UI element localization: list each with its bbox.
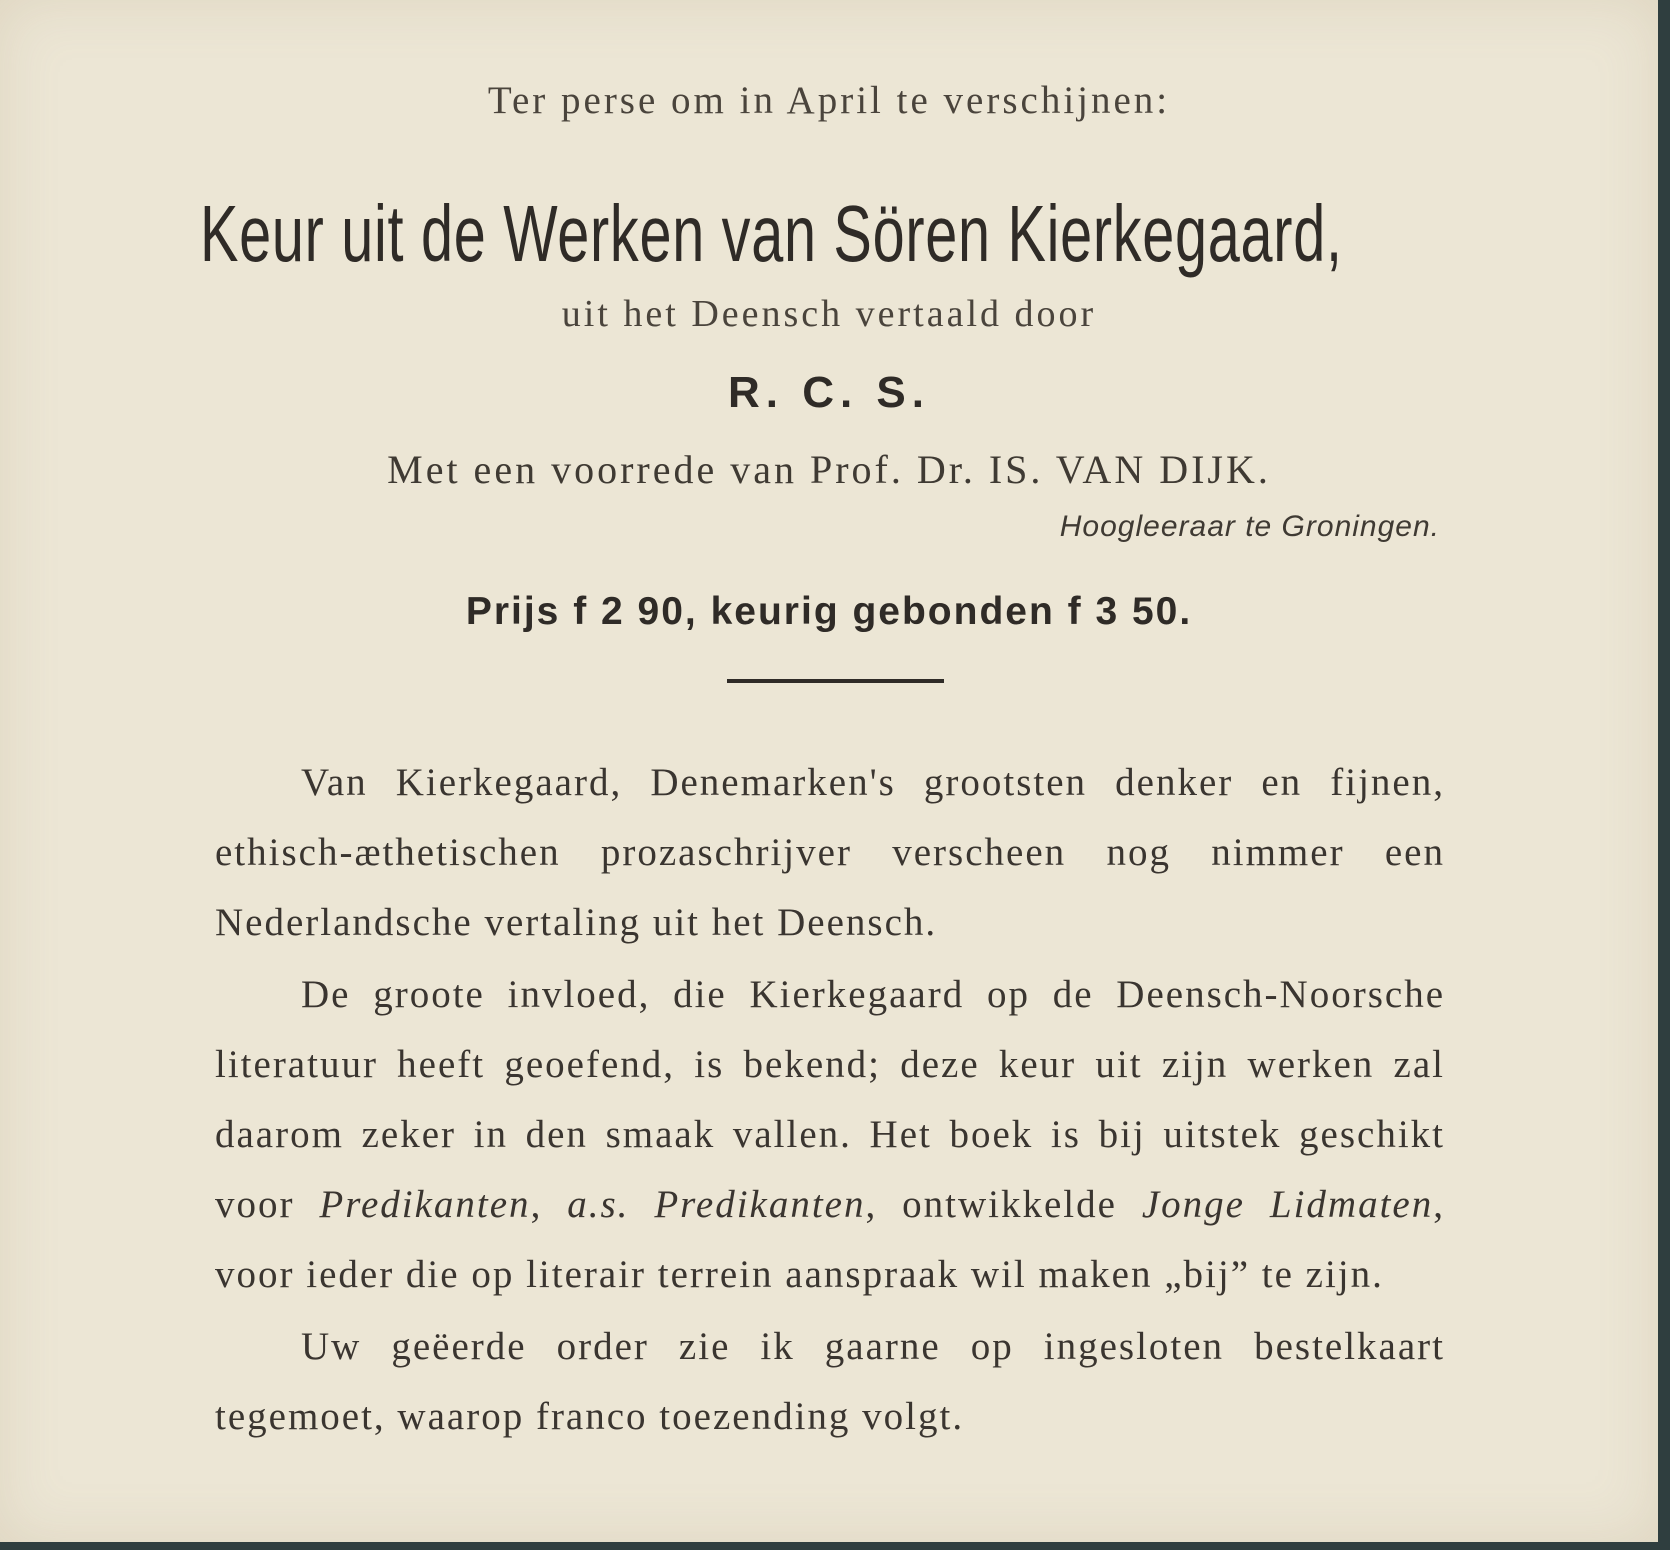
paragraph-2-text-d: , voor ieder die op literair terrein aanspraak wil maken „bij” te zijn. — [215, 1183, 1445, 1296]
paragraph-2 — [215, 960, 1445, 1310]
preface-line: Met een voorrede van Prof. Dr. IS. VAN DIJK. — [387, 447, 1271, 492]
emphasis-predikanten: Predikanten — [319, 1183, 531, 1226]
divider-rule — [727, 679, 944, 683]
book-title: Keur uit de Werken van Sören Kierkegaard, — [200, 189, 1343, 278]
paragraph-3: Uw geëerde order zie ik gaarne op ingesloten bestelkaart tegemoet, waarop franco toezending volgt. — [215, 1325, 1445, 1438]
paragraph-2-text-c: , ontwikkelde — [865, 1183, 1142, 1226]
translator-initials: R. C. S. — [727, 368, 931, 417]
emphasis-as-predikanten: a.s. Predikanten — [567, 1183, 866, 1226]
paragraph-1: Van Kierkegaard, Denemarken's grootsten denker en fijnen, ethisch-æthetischen prozaschrijver verscheen nog nimmer een Nederlandsche vertaling uit het Deensch. — [215, 761, 1445, 944]
body-text — [215, 748, 1445, 1452]
paragraph-2-text-b: , — [530, 1183, 568, 1226]
translated-by-line: uit het Deensch vertaald door — [561, 293, 1097, 335]
price-line: Prijs f 2 90, keurig gebonden f 3 50. — [465, 590, 1193, 633]
paragraph-2-text-a: De groote invloed, die Kierkegaard op de Deensch-Noorsche literatuur heeft geoefend, is bekend; deze keur uit zijn werken zal daarom zeker in den smaak vallen. Het boek is bij uitstek geschikt voor — [215, 973, 1445, 1226]
emphasis-jonge-lidmaten: Jonge Lidmaten — [1141, 1183, 1434, 1226]
intro-line: Ter perse om in April te verschijnen: — [487, 79, 1171, 122]
author-affiliation: Hoogleeraar te Groningen. — [1059, 510, 1440, 543]
